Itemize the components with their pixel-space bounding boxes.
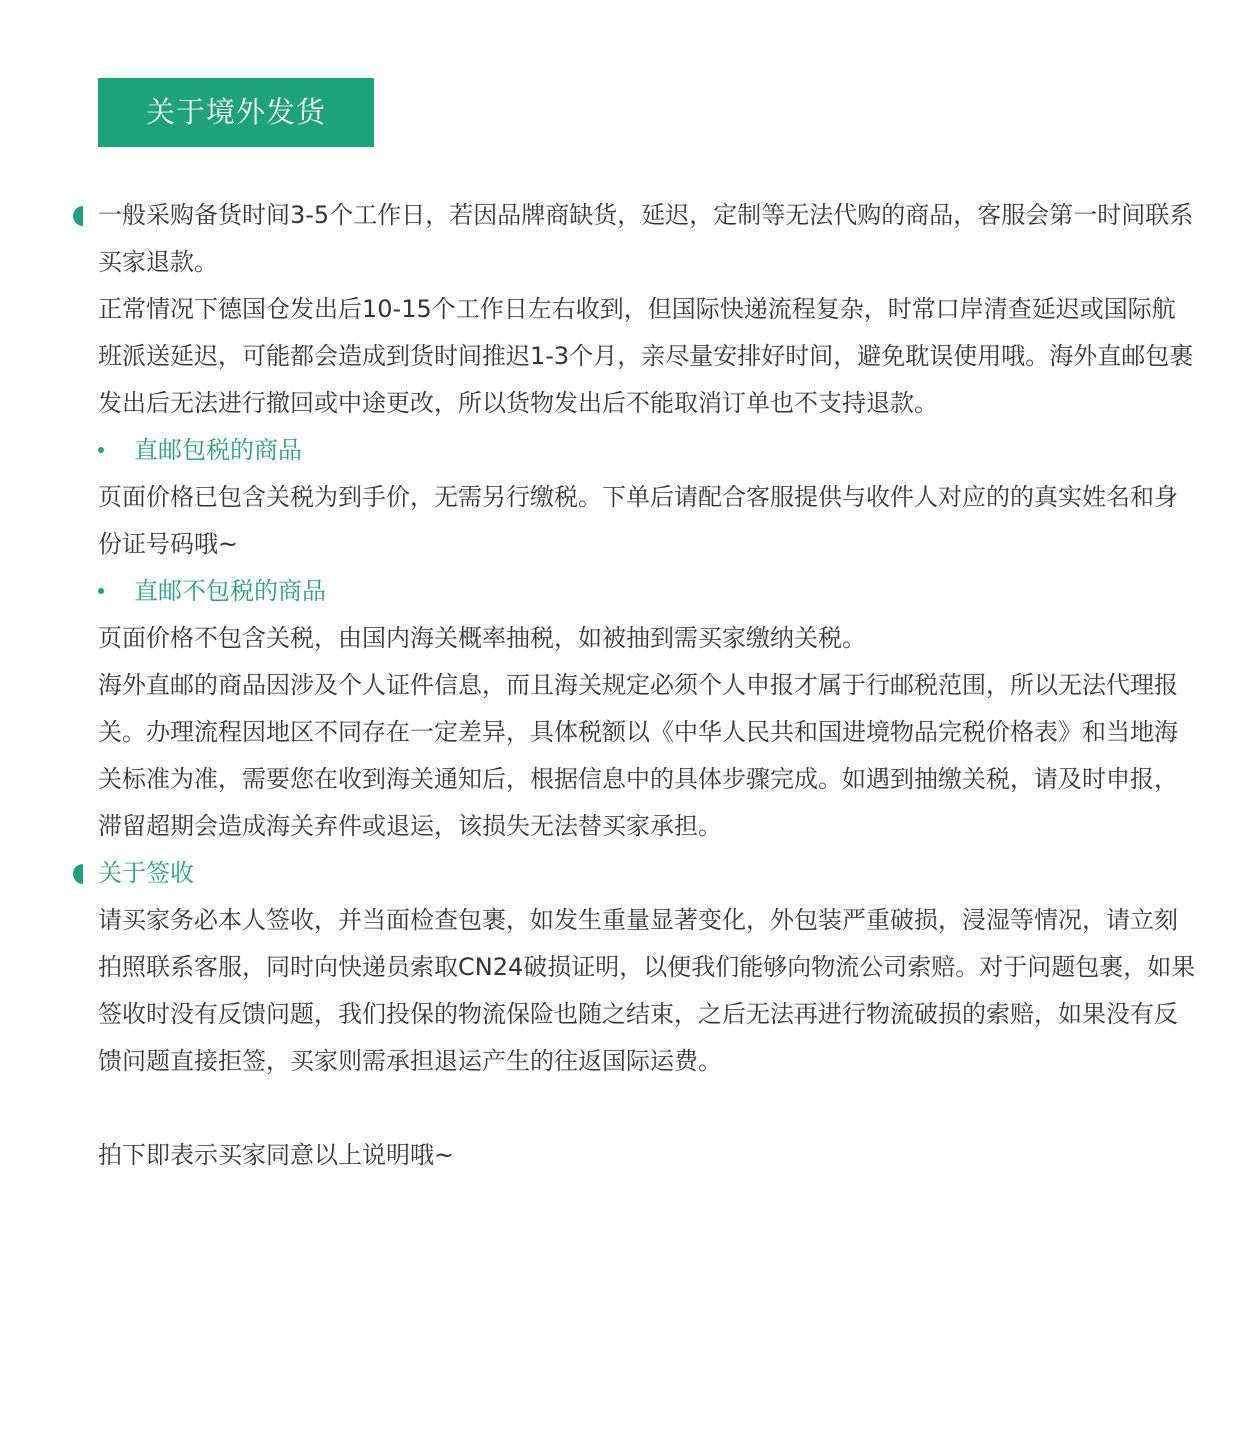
bullet-tax-excluded-title: 直邮不包税的商品 [134, 577, 326, 605]
bullet-tax-included [98, 427, 1198, 474]
bullet-tax-excluded [98, 568, 1198, 615]
agreement-note: 拍下即表示买家同意以上说明哦~ [98, 1141, 455, 1169]
signing-title: 关于签收 [98, 859, 194, 887]
page-title: 关于境外发货 [145, 95, 326, 129]
shipping-section [98, 192, 1198, 286]
signing-text: 请买家务必本人签收，并当面检查包裹，如发生重量显著变化，外包装严重破损，浸湿等情况，请立刻拍照联系客服，同时向快递员索取CN24破损证明，以便我们能够向物流公司索赔。对于问题包裹，如果签收时没有反馈问题，我们投保的物流保险也随之结束，之后无法再进行物流破损的索赔，如果没有反馈问题直接拒签，买家则需承担退运产生的往返国际运费。 [98, 906, 1196, 1075]
shipping-details: 正常情况下德国仓发出后10-15个工作日左右收到，但国际快递流程复杂，时常口岸清查延迟或国际航班派送延迟，可能都会造成到货时间推迟1-3个月，亲尽量安排好时间，避免耽误使用哦。海外直邮包裹发出后无法进行撤回或中途更改，所以货物发出后不能取消订单也不支持退款。 [98, 295, 1194, 417]
customs-declaration-text: 海外直邮的商品因涉及个人证件信息，而且海关规定必须个人申报才属于行邮税范围，所以无法代理报关。办理流程因地区不同存在一定差异，具体税额以《中华人民共和国进境物品完税价格表》和当地海关标准为准，需要您在收到海关通知后，根据信息中的具体步骤完成。如遇到抽缴关税，请及时申报，滞留超期会造成海关弃件或退运，该损失无法替买家承担。 [98, 671, 1178, 840]
section-title-badge [98, 78, 374, 147]
bullet-dot-icon [98, 447, 104, 453]
policy-content [98, 192, 1198, 1179]
bullet-tax-included-title: 直邮包税的商品 [134, 436, 302, 464]
section-marker-icon [73, 206, 83, 226]
tax-included-text: 页面价格已包含关税为到手价，无需另行缴税。下单后请配合客服提供与收件人对应的的真实姓名和身份证号码哦~ [98, 483, 1178, 558]
section-marker-icon [73, 864, 83, 884]
bullet-dot-icon [98, 588, 104, 594]
signing-section [98, 850, 1198, 897]
tax-excluded-text: 页面价格不包含关税，由国内海关概率抽税，如被抽到需买家缴纳关税。 [98, 624, 866, 652]
spacer [98, 1085, 1198, 1132]
shipping-intro: 一般采购备货时间3-5个工作日，若因品牌商缺货，延迟，定制等无法代购的商品，客服会第一时间联系买家退款。 [98, 201, 1194, 276]
